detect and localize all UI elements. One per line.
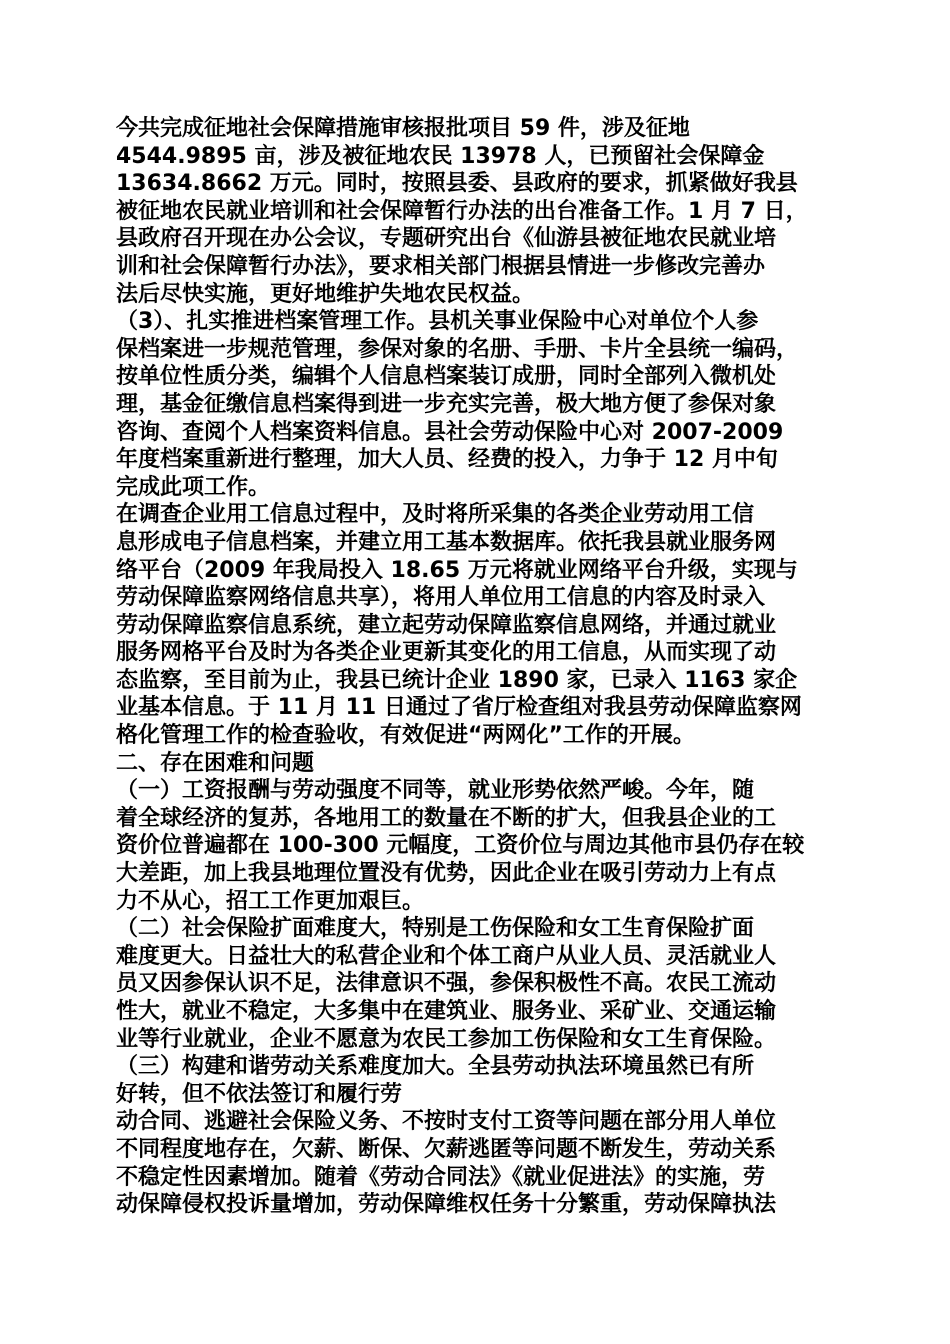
text-line: 理，基金征缴信息档案得到进一步充实完善，极大地方便了参保对象	[116, 391, 777, 417]
text-line: 资价位普遍都在 100-300 元幅度，工资价位与周边其他市县仍存在较	[116, 833, 805, 859]
text-line: （3）、扎实推进档案管理工作。县机关事业保险中心对单位个人参	[116, 309, 759, 335]
text-line: 被征地农民就业培训和社会保障暂行办法的出台准备工作。1 月 7 日，	[116, 198, 808, 224]
text-line: 好转，但不依法签订和履行劳	[116, 1081, 403, 1107]
text-line: 服务网格平台及时为各类企业更新其变化的用工信息，从而实现了动	[116, 640, 777, 666]
text-line: 业等行业就业，企业不愿意为农民工参加工伤保险和女工生育保险。	[116, 1026, 777, 1052]
text-line: 络平台（2009 年我局投入 18.65 万元将就业网络平台升级，实现与	[116, 557, 798, 583]
text-line: 动合同、逃避社会保险义务、不按时支付工资等问题在部分用人单位	[116, 1109, 777, 1135]
text-line: 按单位性质分类，编辑个人信息档案装订成册，同时全部列入微机处	[116, 364, 777, 390]
text-line: 13634.8662 万元。同时，按照县委、县政府的要求，抓紧做好我县	[116, 171, 798, 197]
text-line: 在调查企业用工信息过程中，及时将所采集的各类企业劳动用工信	[116, 502, 755, 528]
text-line: （三）构建和谐劳动关系难度加大。全县劳动执法环境虽然已有所	[116, 1054, 755, 1080]
text-line: 动保障侵权投诉量增加，劳动保障维权任务十分繁重，劳动保障执法	[116, 1192, 777, 1218]
text-line: 年度档案重新进行整理，加大人员、经费的投入，力争于 12 月中旬	[116, 447, 778, 473]
text-line: 4544.9895 亩，涉及被征地农民 13978 人，已预留社会保障金	[116, 143, 765, 169]
text-line: 二、存在困难和问题	[116, 750, 315, 776]
text-line: 不稳定性因素增加。随着《劳动合同法》《就业促进法》的实施，劳	[116, 1164, 766, 1190]
text-line: 劳动保障监察网络信息共享），将用人单位用工信息的内容及时录入	[116, 585, 766, 611]
text-line: 完成此项工作。	[116, 474, 271, 500]
text-line: 咨询、查阅个人档案资料信息。县社会劳动保险中心对 2007-2009	[116, 419, 784, 445]
text-line: 县政府召开现在办公会议，专题研究出台《仙游县被征地农民就业培	[116, 226, 777, 252]
text-line: 大差距，加上我县地理位置没有优势，因此企业在吸引劳动力上有点	[116, 861, 777, 887]
text-line: 力不从心，招工工作更加艰巨。	[116, 888, 425, 914]
text-line: （一）工资报酬与劳动强度不同等，就业形势依然严峻。今年，随	[116, 778, 755, 804]
text-line: 训和社会保障暂行办法》，要求相关部门根据县情进一步修改完善办	[116, 253, 766, 279]
text-line: 难度更大。日益壮大的私营企业和个体工商户从业人员、灵活就业人	[116, 943, 777, 969]
text-line: 息形成电子信息档案，并建立用工基本数据库。依托我县就业服务网	[116, 529, 777, 555]
text-line: （二）社会保险扩面难度大，特别是工伤保险和女工生育保险扩面	[116, 916, 755, 942]
text-line: 着全球经济的复苏，各地用工的数量在不断的扩大，但我县企业的工	[116, 805, 777, 831]
text-line: 保档案进一步规范管理，参保对象的名册、手册、卡片全县统一编码，	[116, 336, 799, 362]
text-line: 性大，就业不稳定，大多集中在建筑业、服务业、采矿业、交通运输	[116, 999, 777, 1024]
text-line: 业基本信息。于 11 月 11 日通过了省厅检查组对我县劳动保障监察网	[116, 695, 802, 721]
text-line: 格化管理工作的检查验收，有效促进“两网化”工作的开展。	[116, 723, 695, 749]
text-line: 员又因参保认识不足，法律意识不强，参保积极性不高。农民工流动	[116, 971, 777, 997]
text-line: 不同程度地存在，欠薪、断保、欠薪逃匿等问题不断发生，劳动关系	[116, 1136, 777, 1162]
text-line: 态监察，至目前为止，我县已统计企业 1890 家，已录入 1163 家企	[116, 667, 798, 693]
text-line: 今共完成征地社会保障措施审核报批项目 59 件，涉及征地	[116, 116, 690, 141]
text-line: 法后尽快实施，更好地维护失地农民权益。	[116, 281, 535, 307]
text-line: 劳动保障监察信息系统，建立起劳动保障监察信息网络，并通过就业	[116, 612, 777, 638]
document-body	[116, 115, 846, 1219]
